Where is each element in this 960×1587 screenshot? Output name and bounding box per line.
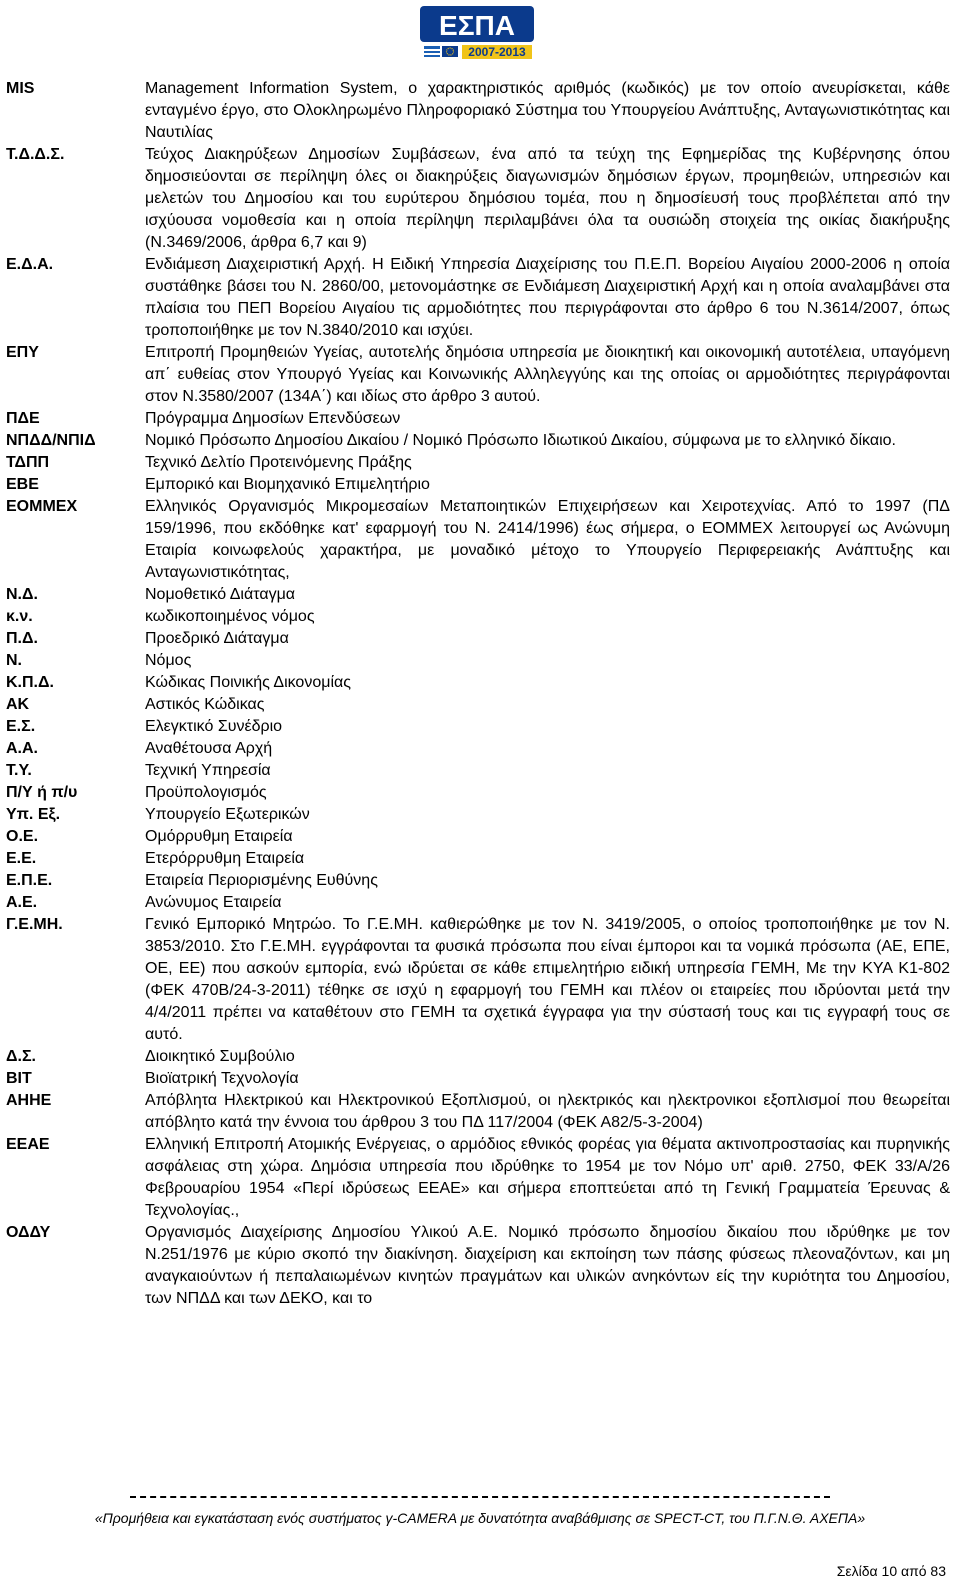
glossary-entry — [6, 738, 950, 760]
glossary-term: Ε.Δ.Α. — [6, 256, 54, 273]
glossary-term: ΠΔΕ — [6, 410, 40, 427]
glossary-term: MIS — [6, 80, 35, 97]
footer-divider — [130, 1496, 830, 1498]
glossary-entry — [6, 452, 950, 474]
glossary-entry — [6, 804, 950, 826]
glossary-term: ΝΠΔΔ/ΝΠΙΔ — [6, 432, 96, 449]
glossary-term: Ν. — [6, 652, 22, 669]
glossary-definition: Διοικητικό Συμβούλιο — [145, 1048, 295, 1065]
glossary-term: Π.Δ. — [6, 630, 38, 647]
glossary-entry — [6, 628, 950, 650]
glossary-definition: Ελληνικός Οργανισμός Μικρομεσαίων Μεταποιητικών Επιχειρήσεων και Χειροτεχνίας. Από το 1997 (ΠΔ 159/1996, που εκδόθηκε κατ' εφαρμογή του Ν. 2414/1996) έως σήμερα, ο ΕΟΜΜΕΧ λειτουργεί ως Ανώνυμη Εταιρία κοινωφελούς χαρακτήρα, με μοναδικό μέτοχο το Υπουργείο Περιφερειακής Ανάπτυξης και Ανταγωνιστικότητας, — [145, 498, 950, 581]
glossary-term: Δ.Σ. — [6, 1048, 36, 1065]
glossary-definition: Προεδρικό Διάταγμα — [145, 630, 289, 647]
glossary-definition: Νομοθετικό Διάταγμα — [145, 586, 296, 603]
espa-logo-graphic — [418, 4, 536, 62]
glossary-term: ΕΠΥ — [6, 344, 39, 361]
glossary-definition: Νομικό Πρόσωπο Δημοσίου Δικαίου / Νομικό Πρόσωπο Ιδιωτικού Δικαίου, σύμφωνα με το ελληνικό δίκαιο. — [145, 432, 896, 449]
glossary-entry — [6, 650, 950, 672]
glossary-definition: Ανώνυμος Εταιρεία — [145, 894, 282, 911]
glossary-definition: Management Information System, ο χαρακτηριστικός αριθμός (κωδικός) με τον οποίο ανευρίσκεται, κάθε ενταγμένο έργο, στο Ολοκληρωμένο Πληροφοριακό Σύστημα του Υπουργείου Ανάπτυξης, Ανταγωνιστικότητας και Ναυτιλίας — [145, 80, 950, 141]
glossary-entry — [6, 254, 950, 342]
glossary-entry — [6, 914, 950, 1046]
glossary-entry — [6, 760, 950, 782]
glossary-definition: Τεύχος Διακηρύξεων Δημοσίων Συμβάσεων, ένα από τα τεύχη της Εφημερίδας της Κυβέρνησης όπου δημοσιεύονται σε περίληψη όλες οι διακηρύξεις διαγωνισμών δημόσιων έργων, προμηθειών, υπηρεσιών και μελετών του Δημοσίου και του ευρύτερου δημόσιου τομέα, που η δημοσίευσή τους προβλέπεται από την ισχύουσα νομοθεσία και η οποία περίληψη περιλαμβάνει όλα τα ουσιώδη στοιχεία της οικίας διακήρυξης (Ν.3469/2006, άρθρα 6,7 και 9) — [145, 146, 950, 251]
glossary-term: Π/Υ ή π/υ — [6, 784, 78, 801]
glossary-term: Ε.Π.Ε. — [6, 872, 53, 889]
glossary-entry — [6, 694, 950, 716]
glossary-definition: Υπουργείο Εξωτερικών — [145, 806, 310, 823]
glossary-definition: Επιτροπή Προμηθειών Υγείας, αυτοτελής δημόσια υπηρεσία με διοικητική και οικονομική αυτοτέλεια, υπαγόμενη απ΄ ευθείας στον Υπουργό Υγείας και Κοινωνικής Αλληλεγγύης και της οποίας οι αρμοδιότητες περιγράφονται στον Ν.3580/2007 (134Α΄) και ιδίως στο άρθρο 3 αυτού. — [145, 344, 950, 405]
glossary-definition: Ετερόρρυθμη Εταιρεία — [145, 850, 305, 867]
glossary-definition: κωδικοποιημένος νόμος — [145, 608, 315, 625]
glossary-definition: Νόμος — [145, 652, 192, 669]
glossary-entry — [6, 496, 950, 584]
glossary-entry — [6, 1068, 950, 1090]
glossary-definition: Οργανισμός Διαχείρισης Δημοσίου Υλικού Α.Ε. Νομικό πρόσωπο δημοσίου δικαίου που ιδρύθηκε με τον Ν.251/1976 με κύριο σκοπό την διακίνηση. διαχείριση και εκποίηση των πάσης φύσεως πλεοναζόντων, και μη αναγκαιούντων ή πεπαλαιωμένων κινητών πραγμάτων και υλικών ανηκόντων είς την κυριότητα του Δημοσίου, των ΝΠΔΔ και των ΔΕΚΟ, και το — [145, 1224, 950, 1307]
glossary-term: Ε.Σ. — [6, 718, 36, 735]
glossary-term: Τ.Υ. — [6, 762, 32, 779]
glossary-definition: Εμπορικό και Βιομηχανικό Επιμελητήριο — [145, 476, 430, 493]
glossary-term: ΕΕΑΕ — [6, 1136, 50, 1153]
glossary-entry — [6, 848, 950, 870]
page-footer — [0, 1496, 960, 1528]
svg-text:2007-2013: 2007-2013 — [468, 45, 526, 59]
glossary-definition: Ομόρρυθμη Εταιρεία — [145, 828, 293, 845]
glossary-term: ΤΔΠΠ — [6, 454, 50, 471]
glossary-term: Ε.Ε. — [6, 850, 37, 867]
glossary-entry — [6, 1222, 950, 1310]
glossary-term: ΑΗΗΕ — [6, 1092, 52, 1109]
glossary-entry — [6, 474, 950, 496]
glossary-definition: Ελεγκτικό Συνέδριο — [145, 718, 283, 735]
glossary-term: ΑΚ — [6, 696, 30, 713]
glossary-entry — [6, 1134, 950, 1222]
glossary-entry — [6, 342, 950, 408]
glossary-entry — [6, 782, 950, 804]
glossary-entry — [6, 1090, 950, 1134]
glossary-entry — [6, 826, 950, 848]
glossary-definition: Γενικό Εμπορικό Μητρώο. Το Γ.Ε.ΜΗ. καθιερώθηκε με τον Ν. 3419/2005, ο οποίος τροποποιήθηκε με τον Ν. 3853/2010. Στο Γ.Ε.ΜΗ. εγγράφονται τα φυσικά πρόσωπα που είναι έμποροι και τα νομικά πρόσωπα (ΑΕ, ΕΠΕ, ΟΕ, ΕΕ) που ασκούν εμπορία, ενώ ιδρύεται σε κάθε επιμελητήριο ειδική υπηρεσία ΓΕΜΗ, Με την ΚΥΑ Κ1-802 (ΦΕΚ 470Β/24-3-2011) τέθηκε σε ισχύ η εφαρμογή του ΓΕΜΗ και πλέον οι εταιρείες που ιδρύονται μετά την 4/4/2011 πρέπει να καταθέτουν στο ΓΕΜΗ τα σχετικά έγγραφα για την σύστασή τους και τις εγγραφή τους σε αυτό. — [145, 916, 950, 1043]
glossary-term: Α.Α. — [6, 740, 38, 757]
abbreviations-glossary — [6, 78, 950, 1310]
glossary-entry — [6, 584, 950, 606]
espa-logo — [418, 4, 536, 62]
glossary-entry — [6, 606, 950, 628]
glossary-entry — [6, 870, 950, 892]
glossary-entry — [6, 430, 950, 452]
footer-project-title: «Προμήθεια και εγκατάσταση ενός συστήματος γ-CAMERA με δυνατότητα αναβάθμισης σε SPECT-CT, του Π.Γ.Ν.Θ. ΑΧΕΠΑ» — [94, 1510, 866, 1526]
glossary-entry — [6, 408, 950, 430]
glossary-term: ΕΒΕ — [6, 476, 39, 493]
glossary-term: Υπ. Εξ. — [6, 806, 61, 823]
glossary-definition: Προϋπολογισμός — [145, 784, 267, 801]
glossary-term: Γ.Ε.ΜΗ. — [6, 916, 63, 933]
glossary-term: ΒΙΤ — [6, 1070, 32, 1087]
glossary-term: Α.Ε. — [6, 894, 38, 911]
glossary-term: Ν.Δ. — [6, 586, 38, 603]
glossary-term: Τ.Δ.Δ.Σ. — [6, 146, 65, 163]
svg-text:ΕΣΠΑ: ΕΣΠΑ — [439, 10, 515, 41]
glossary-term: Ο.Ε. — [6, 828, 39, 845]
glossary-term: ΕΟΜΜΕΧ — [6, 498, 78, 515]
glossary-entry — [6, 78, 950, 144]
glossary-definition: Ενδιάμεση Διαχειριστική Αρχή. Η Ειδική Υπηρεσία Διαχείρισης του Π.Ε.Π. Βορείου Αιγαίου 2000-2006 η οποία συστάθηκε βάσει του Ν. 2860/00, μετονομάστηκε σε Ενδιάμεση Διαχειριστική Αρχή και η οποία αναλαμβάνει στα πλαίσια του ΠΕΠ Βορείου Αιγαίου τις αρμοδιότητες που περιγράφονται στο άρθρο 6 του Ν.3614/2007, όπως τροποποιήθηκε με τον Ν.3840/2010 και ισχύει. — [145, 256, 950, 339]
glossary-definition: Τεχνική Υπηρεσία — [145, 762, 271, 779]
glossary-entry — [6, 144, 950, 254]
glossary-entry — [6, 672, 950, 694]
glossary-definition: Ελληνική Επιτροπή Ατομικής Ενέργειας, ο αρμόδιος εθνικός φορέας για θέματα ακτινοπροστασίας και πυρηνικής ασφάλειας στη χώρα. Δημόσια υπηρεσία που ιδρύθηκε το 1954 με τον Νόμο υπ' αριθ. 2750, ΦΕΚ 33/Α/26 Φεβρουαρίου 1954 «Περί ιδρύσεως ΕΕΑΕ» και σήμερα εποπτεύεται από τη Γενική Γραμματεία Έρευνας & Τεχνολογίας., — [145, 1136, 950, 1219]
glossary-entry — [6, 892, 950, 914]
glossary-definition: Αναθέτουσα Αρχή — [145, 740, 273, 757]
glossary-definition: Κώδικας Ποινικής Δικονομίας — [145, 674, 351, 691]
glossary-definition: Πρόγραμμα Δημοσίων Επενδύσεων — [145, 410, 401, 427]
glossary-term: Κ.Π.Δ. — [6, 674, 54, 691]
glossary-definition: Βιοϊατρική Τεχνολογία — [145, 1070, 299, 1087]
glossary-definition: Εταιρεία Περιορισμένης Ευθύνης — [145, 872, 378, 889]
glossary-definition: Τεχνικό Δελτίο Προτεινόμενης Πράξης — [145, 454, 412, 471]
glossary-entry — [6, 716, 950, 738]
glossary-definition: Απόβλητα Ηλεκτρικού και Ηλεκτρονικού Εξοπλισμού, οι ηλεκτρικός και ηλεκτρονικοι εξοπλισμοί που θεωρείται απόβλητο κατά την έννοια του άρθρου 3 του ΠΔ 117/2004 (ΦΕΚ Α82/5-3-2004) — [145, 1092, 950, 1131]
glossary-entry — [6, 1046, 950, 1068]
glossary-definition: Αστικός Κώδικας — [145, 696, 265, 713]
glossary-term: ΟΔΔΥ — [6, 1224, 51, 1241]
glossary-term: κ.ν. — [6, 608, 33, 625]
page-number: Σελίδα 10 από 83 — [836, 1563, 946, 1579]
